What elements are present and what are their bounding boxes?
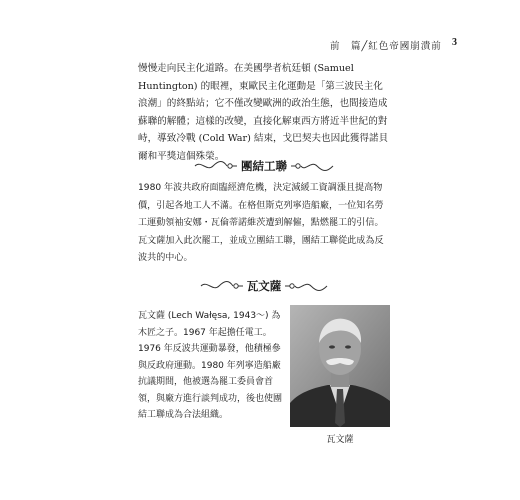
walesa-portrait-photo xyxy=(290,305,390,427)
page-number: 3 xyxy=(452,37,457,48)
left-ornament-icon xyxy=(199,279,243,293)
section-heading-solidarity xyxy=(138,158,390,174)
running-head: 前 篇╱紅色帝國崩潰前 xyxy=(330,41,442,52)
photo-caption: 瓦文薩 xyxy=(326,435,354,445)
section-heading-text: 團結工聯 xyxy=(241,159,287,173)
left-ornament-icon xyxy=(193,159,237,173)
intro-paragraph: 慢慢走向民主化道路。在美國學者杭廷頓 (Samuel Huntington) 的眼裡，東歐民主化運動是「第三波民主化浪潮」的終點站；它不僅改變歐洲的政治生態，也間接造成蘇聯的解體；這樣的改變，直接化解東西方將近半世紀的對峙，導致冷戰 (Cold War) 結束，戈巴契夫也因此獲得諾貝爾和平獎這個殊榮。 xyxy=(138,63,389,162)
section-heading-text: 瓦文薩 xyxy=(246,279,282,293)
section-heading-walesa xyxy=(138,278,390,294)
right-ornament-icon xyxy=(285,279,329,293)
right-ornament-icon xyxy=(291,159,335,173)
walesa-bio-paragraph: 瓦文薩 (Lech Wałęsa, 1943～) 為木匠之子。1967 年起擔任電工。1976 年反波共運動暴發，他積極參與反政府運動。1980 年列寧造船廠抗議期間，他被選為罷工委員會首領，與廠方進行談判成功，後也使團結工聯成為合法組織。 xyxy=(138,311,283,420)
solidarity-paragraph: 1980 年波共政府面臨經濟危機，決定減緩工資調漲且提高物價，引起各地工人不滿。在格但斯克列寧造船廠，一位知名勞工運動領袖安娜・瓦倫蒂諾維茨遭到解僱，點燃罷工的引信。瓦文薩加入此次罷工，並成立團結工聯，團結工聯從此成為反波共的中心。 xyxy=(138,183,384,263)
